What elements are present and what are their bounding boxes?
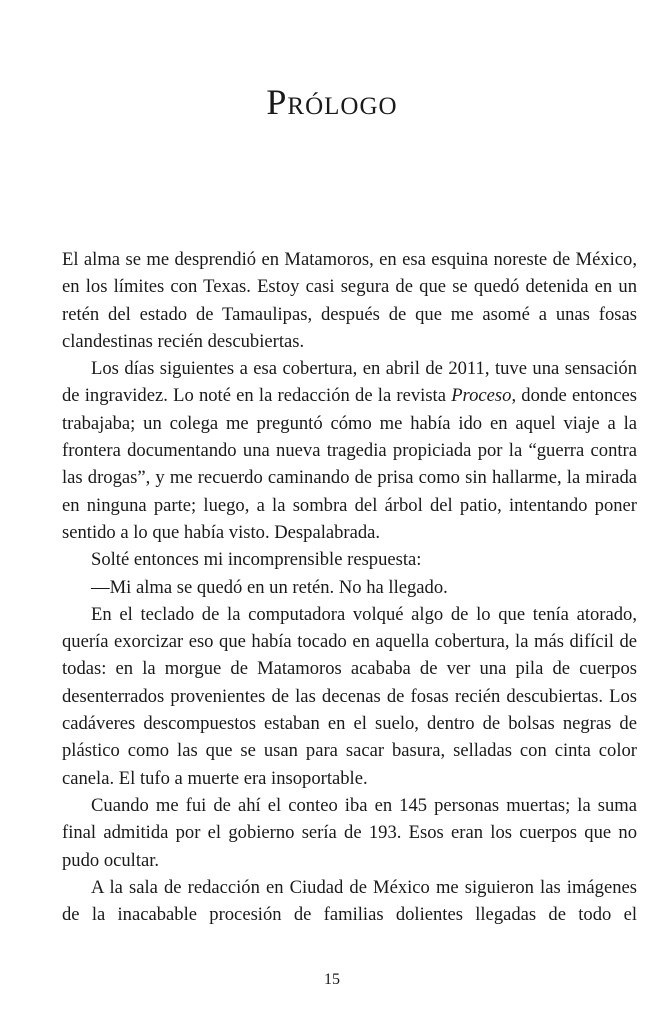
paragraph-2 (62, 355, 637, 546)
paragraph-5: En el teclado de la computadora volqué algo de lo que tenía atorado, quería exorcizar eso que había tocado en aquella cobertura, la más difícil de todas: en la morgue de Matamoros acababa de ver una pila de cuerpos desenterrados provenientes de las decenas de fosas recién descubiertas. Los cadáveres descompuestos estaban en el suelo, dentro de bolsas negras de plástico como las que se usan para sacar basura, selladas con cinta color canela. El tufo a muerte era insoportable. (62, 603, 637, 789)
paragraph-1: El alma se me desprendió en Matamoros, en esa esquina noreste de México, en los límites con Texas. Estoy casi segura de que se quedó detenida en un retén del estado de Tamaulipas, después de que me asomé a unas fosas clandestinas recién descubiertas. (62, 249, 637, 352)
body-text (62, 246, 637, 928)
paragraph-6: Cuando me fui de ahí el conteo iba en 145 personas muertas; la suma final admitida por el gobierno sería de 193. Esos eran los cuerpos que no pudo ocultar. (62, 794, 637, 871)
chapter-title: Prólogo (266, 82, 398, 122)
paragraph-3: Solté entonces mi incomprensible respuesta: (91, 549, 422, 571)
paragraph-2-text-end: , donde entonces trabajaba; un colega me preguntó cómo me había ido en aquel viaje a la frontera documentando una nueva tragedia propiciada por la “guerra contra las drogas”, y me recuerdo caminando de prisa como sin hallarme, la mirada en ninguna parte; luego, a la sombra del árbol del patio, intentando poner sentido a lo que había visto. Despalabrada. (62, 385, 638, 543)
paragraph-7: A la sala de redacción en Ciudad de México me siguieron las imágenes de la inacabable procesión de familias dolientes llegadas de todo el (62, 876, 637, 926)
page-number: 15 (324, 971, 340, 988)
paragraph-2-text-start: Los días siguientes a esa cobertura, en abril de 2011, tuve una sensación de ingravidez. Lo noté en la redacción de la revista (62, 358, 637, 407)
paragraph-4-dialogue: —Mi alma se quedó en un retén. No ha llegado. (91, 576, 448, 598)
magazine-title: Proceso (451, 385, 512, 407)
